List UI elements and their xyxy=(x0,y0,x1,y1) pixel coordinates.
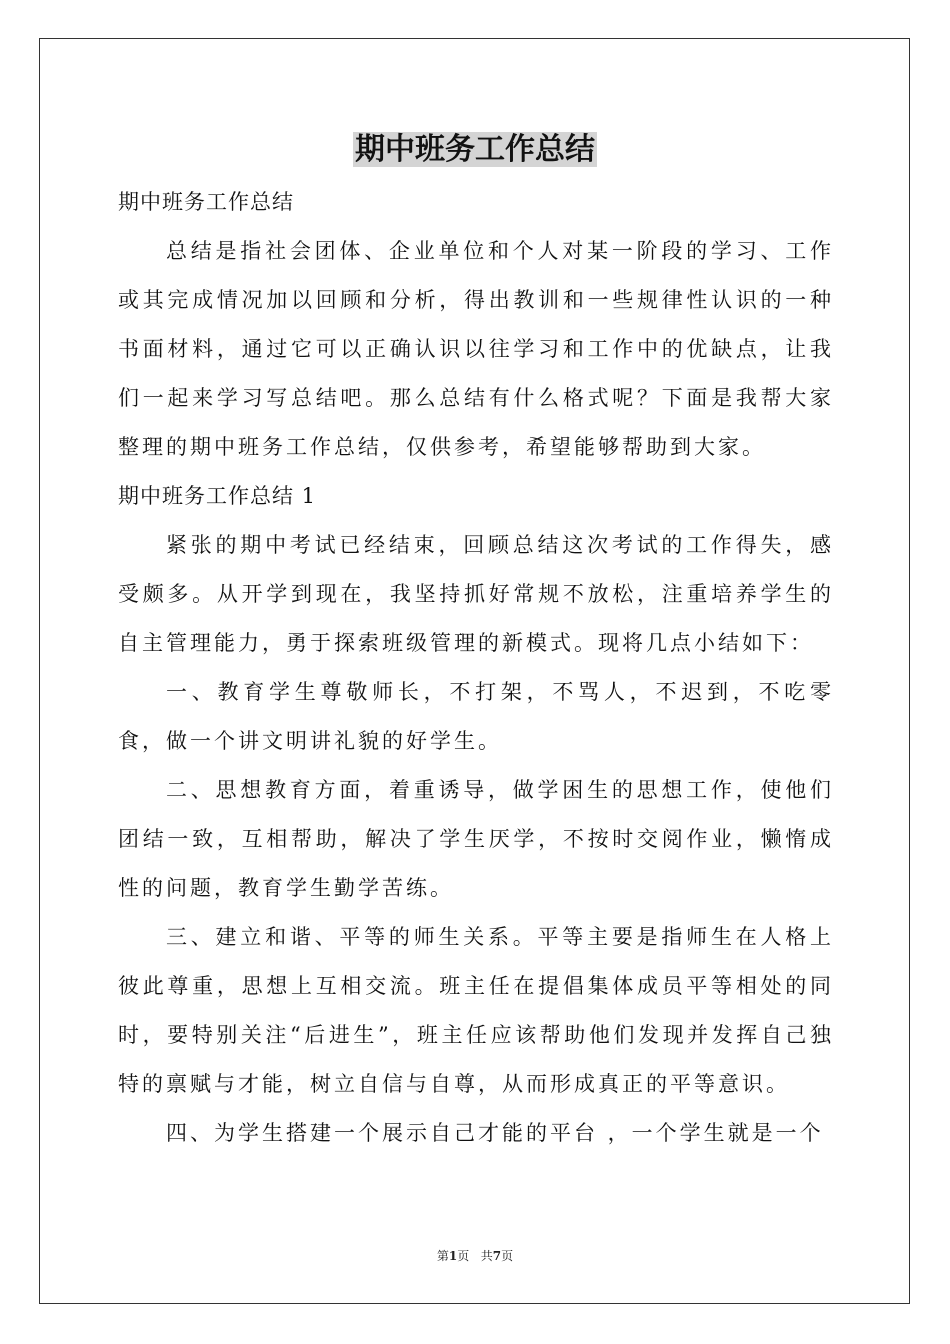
page-prefix: 第 xyxy=(436,1249,449,1263)
body-paragraph: 二、思想教育方面，着重诱导，做学困生的思想工作，使他们团结一致，互相帮助，解决了学生厌学，不按时交阅作业，懒惰成性的问题，教育学生勤学苦练。 xyxy=(118,778,834,900)
page-footer xyxy=(0,1247,950,1265)
page-suffix: 页 xyxy=(457,1249,470,1263)
total-suffix: 页 xyxy=(501,1249,514,1263)
section-heading: 期中班务工作总结 1 xyxy=(118,484,317,508)
document-subtitle: 期中班务工作总结 xyxy=(118,190,294,214)
body-paragraph: 紧张的期中考试已经结束，回顾总结这次考试的工作得失，感受颇多。从开学到现在，我坚持抓好常规不放松，注重培养学生的自主管理能力，勇于探索班级管理的新模式。现将几点小结如下： xyxy=(118,533,834,655)
document-title xyxy=(0,128,950,172)
total-prefix: 共 xyxy=(480,1249,493,1263)
body-paragraph: 四、为学生搭建一个展示自己才能的平台 ，一个学生就是一个 xyxy=(166,1121,824,1145)
body-paragraph: 一、教育学生尊敬师长，不打架，不骂人，不迟到，不吃零食，做一个讲文明讲礼貌的好学生。 xyxy=(118,680,834,753)
body-paragraph: 三、建立和谐、平等的师生关系。平等主要是指师生在人格上彼此尊重，思想上互相交流。班主任在提倡集体成员平等相处的同时，要特别关注“后进生”，班主任应该帮助他们发现并发挥自己独特的禀赋与才能，树立自信与自尊，从而形成真正的平等意识。 xyxy=(118,925,834,1096)
document-body xyxy=(118,178,834,1158)
document-title-text: 期中班务工作总结 xyxy=(355,132,595,167)
page-number: 1 xyxy=(448,1249,458,1263)
intro-paragraph: 总结是指社会团体、企业单位和个人对某一阶段的学习、工作或其完成情况加以回顾和分析，得出教训和一些规律性认识的一种书面材料，通过它可以正确认识以往学习和工作中的优缺点，让我们一起来学习写总结吧。那么总结有什么格式呢？下面是我帮大家整理的期中班务工作总结，仅供参考，希望能够帮助到大家。 xyxy=(118,239,834,459)
total-pages: 7 xyxy=(492,1249,502,1263)
